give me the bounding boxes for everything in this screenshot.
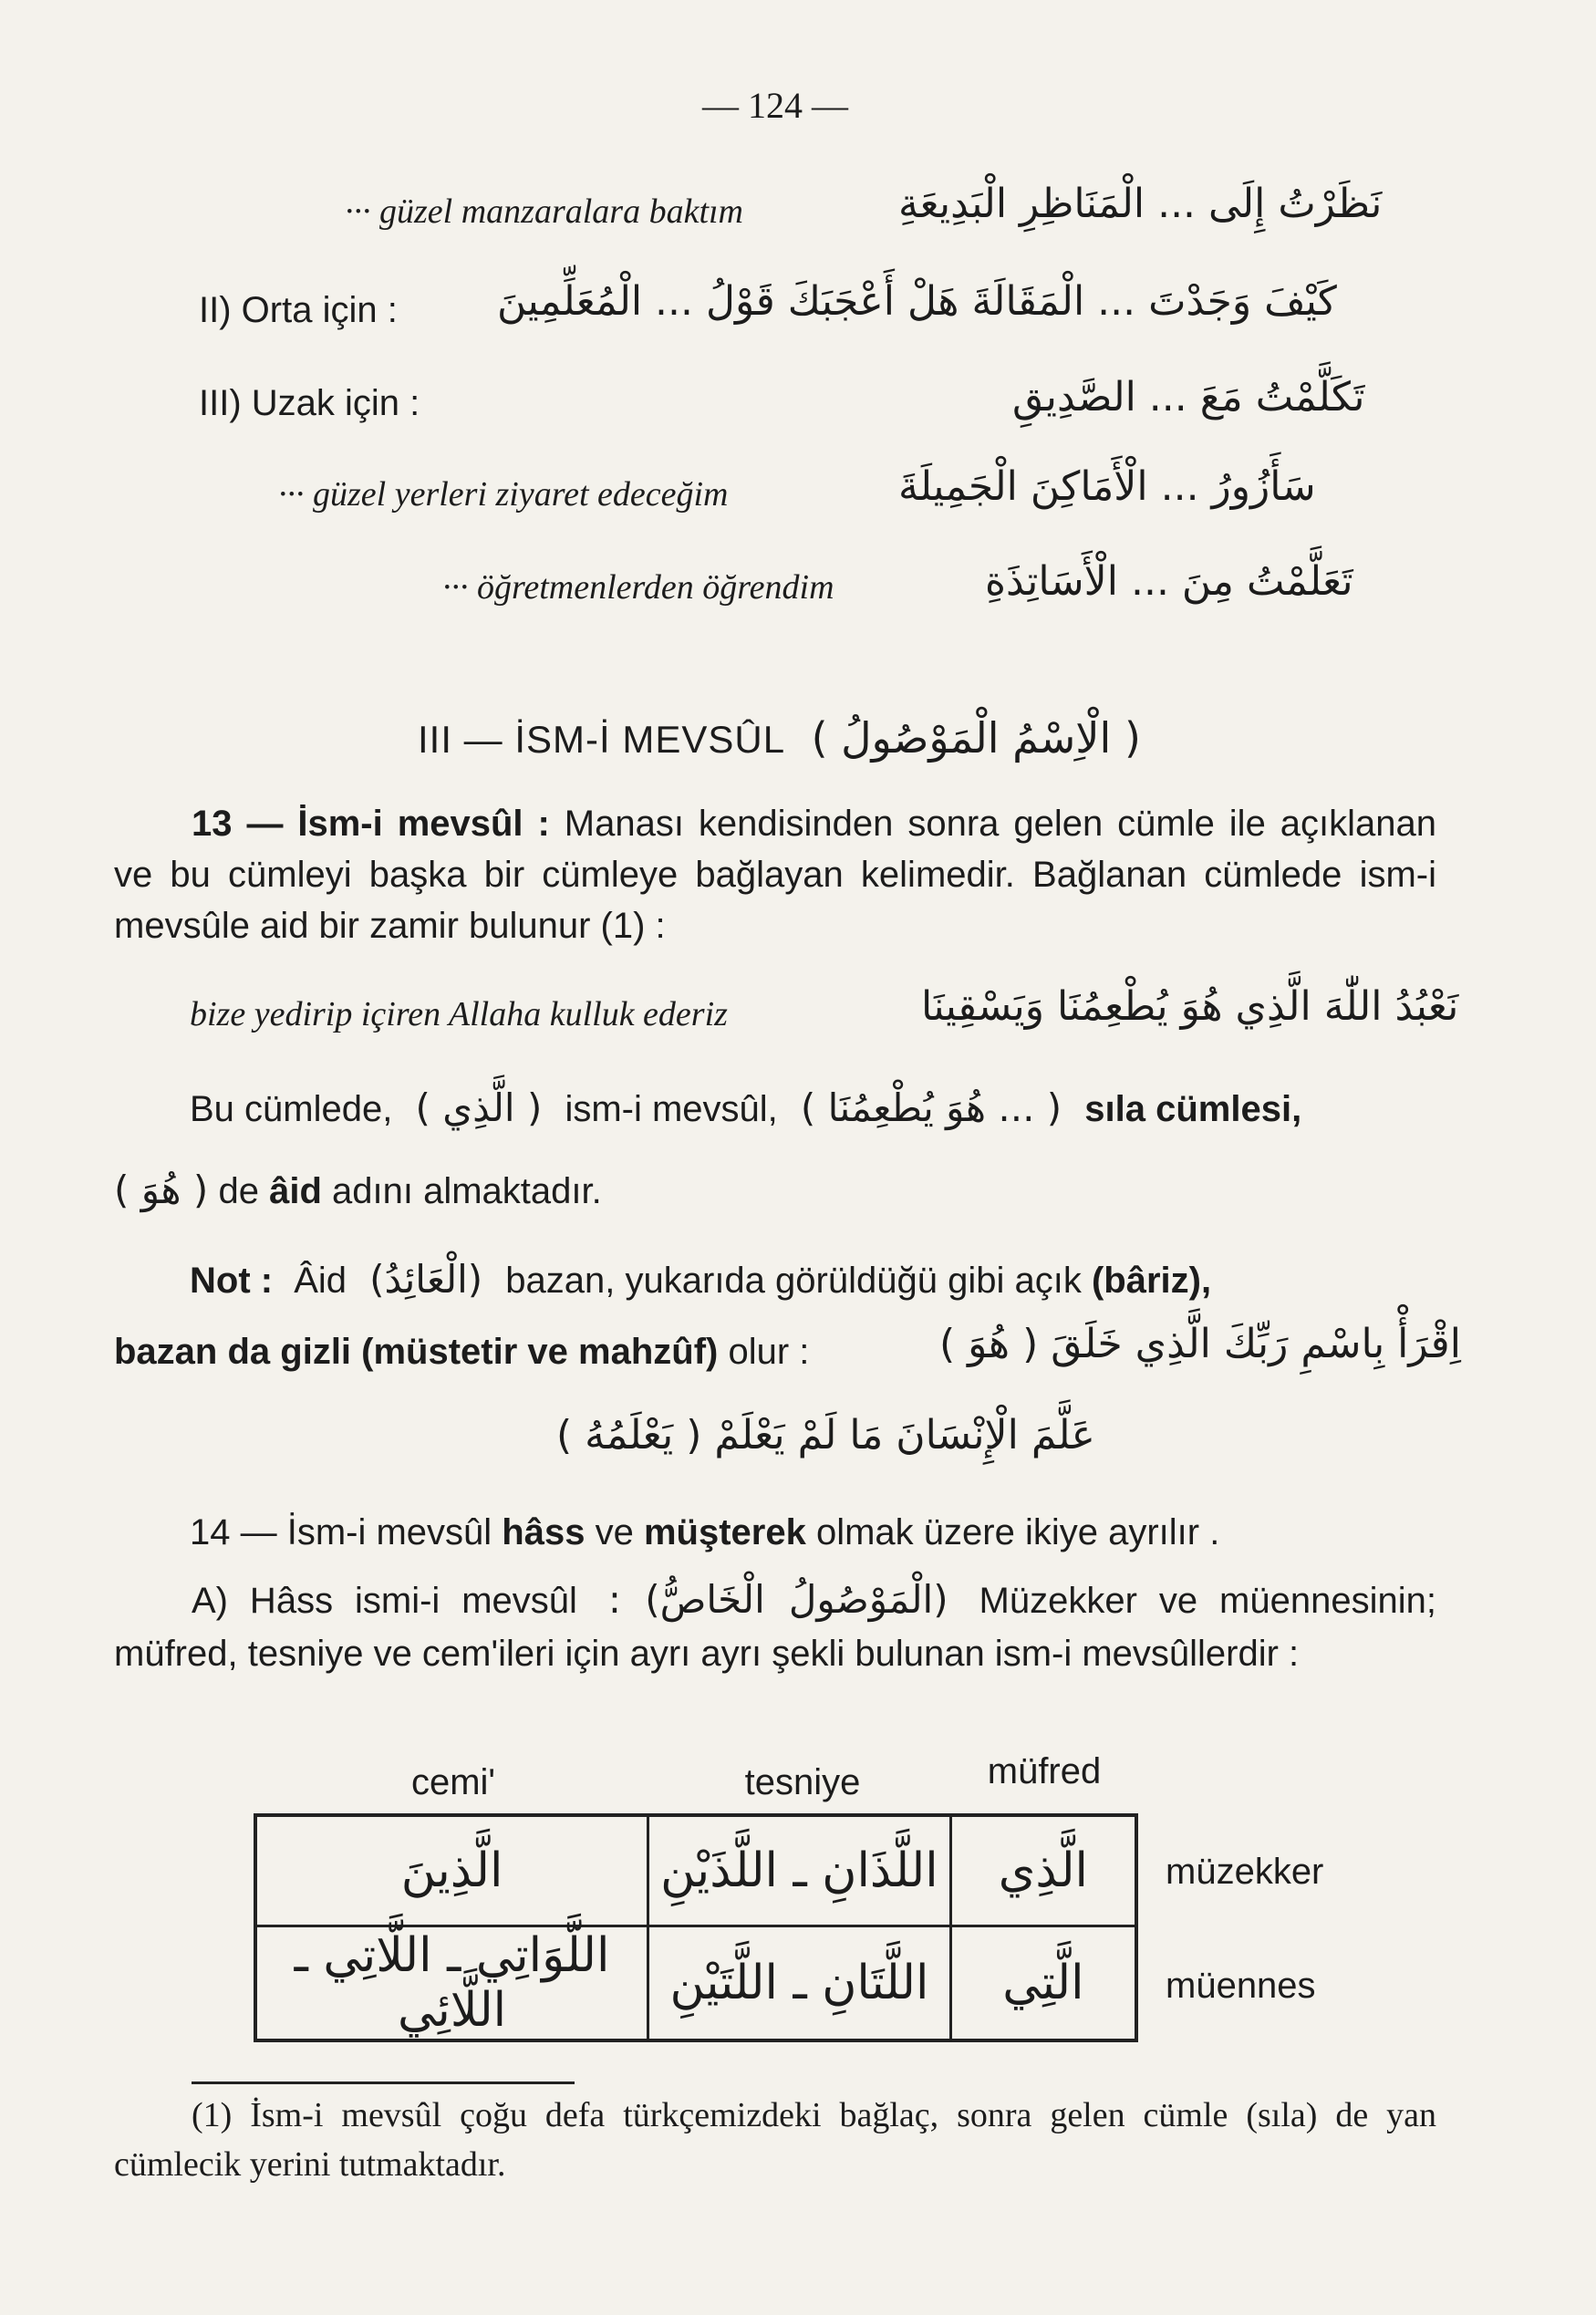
table-header-mufred: müfred — [987, 1751, 1102, 1791]
table-header-tesniye: tesniye — [744, 1762, 861, 1802]
table-row — [255, 1815, 1136, 1926]
not-arabic-allama: عَلَّمَ الْإِنْسَانَ مَا لَمْ يَعْلَمْ ( يَعْلَمُهُ ) — [556, 1412, 1095, 1459]
not-t4: bazan da gizli — [114, 1332, 352, 1372]
cell-muzekker-tesniye: اللَّذَانِ ـ اللَّذَيْنِ — [648, 1815, 951, 1926]
allah-example-arabic: نَعْبُدُ اللّٰهَ الَّذِي هُوَ يُطْعِمُنَا وَيَسْقِينَا — [921, 983, 1459, 1030]
aid-line-t1: de — [218, 1171, 259, 1211]
bu-cumlede-t2: ism-i mevsûl, — [565, 1089, 778, 1129]
cell-muennes-cemi: اللَّوَاتِي ـ اللَّاتِي ـ اللَّائِي — [255, 1926, 648, 2041]
section-heading — [418, 713, 1141, 763]
para-a-t1: A) Hâss ismi-i mevsûl — [192, 1581, 577, 1621]
orta-label: II) Orta için : — [199, 290, 398, 330]
cell-muennes-mufred: الَّتِي — [950, 1926, 1136, 2041]
example-arabic-5: تَعَلَّمْتُ مِنَ ... الْأَسَاتِذَةِ — [985, 558, 1353, 605]
not-line-1 — [190, 1257, 1211, 1302]
footnote-rule — [192, 2081, 575, 2084]
cell-muzekker-mufred: الَّذِي — [950, 1815, 1136, 1926]
para-13-lead: 13 — İsm-i mevsûl : — [192, 804, 550, 844]
para-a-a1: (الْمَوْصُولُ الْخَاصُّ) : — [607, 1577, 948, 1622]
table-header-cemi: cemi' — [410, 1762, 496, 1802]
footnote: (1) İsm-i mevsûl çoğu defa türkçemizdeki bağlaç, sonra gelen cümle (sıla) de yan cümlecik yerini tutmaktadır. — [114, 2096, 1436, 2184]
not-a1: (الْعَائِدُ) — [369, 1257, 483, 1302]
example-turkish-4: ··· güzel yerleri ziyaret edeceğim — [278, 475, 729, 514]
example-arabic-4: سَأَزُورُ ... الْأَمَاكِنَ الْجَمِيلَةَ — [898, 463, 1316, 510]
cell-muzekker-cemi: الَّذِينَ — [255, 1815, 648, 1926]
example-arabic-3: تَكَلَّمْتُ مَعَ ... الصَّدِيقِ — [1012, 374, 1365, 420]
bu-cumlede-t1: Bu cümlede, — [190, 1089, 393, 1129]
para-14-hass: hâss — [502, 1512, 586, 1552]
table-row — [255, 1926, 1136, 2041]
not-t6: olur : — [728, 1332, 810, 1372]
not-arabic-iqra: اِقْرَأْ بِاسْمِ رَبِّكَ الَّذِي خَلَقَ ( هُوَ ) — [939, 1321, 1461, 1367]
not-t5: (müstetir ve mahzûf) — [361, 1332, 719, 1372]
example-turkish-5: ··· öğretmenlerden öğrendim — [442, 568, 834, 607]
page-number: — 124 — — [702, 85, 848, 126]
para-a-t2: Müzekker ve müennesinin; müfred, tesniye ve cem'ileri için ayrı ayrı şekli bulunan ism-i mevsûllerdir : — [114, 1581, 1436, 1674]
bu-cumlede-line — [190, 1085, 1301, 1130]
paragraph-14 — [190, 1512, 1219, 1553]
aid-line-t2: âid — [269, 1171, 322, 1211]
para-14-rest: olmak üzere ikiye ayrılır . — [815, 1512, 1220, 1552]
ism-i-mevsul-table — [254, 1813, 1138, 2042]
para-14-ve: ve — [595, 1512, 634, 1552]
uzak-label: III) Uzak için : — [199, 383, 420, 423]
paragraph-a — [114, 1573, 1436, 1680]
bu-cumlede-a2: ( ... هُوَ يُطْعِمُنَا ) — [800, 1085, 1062, 1130]
not-line-2 — [114, 1332, 809, 1373]
cell-muennes-tesniye: اللَّتَانِ ـ اللَّتَيْنِ — [648, 1926, 951, 2041]
paragraph-13 — [114, 798, 1436, 951]
aid-line-a1: ( هُوَ ) — [114, 1168, 209, 1212]
not-t3: (bâriz), — [1091, 1261, 1212, 1301]
not-lead: Not : — [190, 1261, 274, 1301]
bu-cumlede-t3: sıla cümlesi, — [1084, 1089, 1302, 1129]
aid-line-t3: adını almaktadır. — [332, 1171, 602, 1211]
allah-example-turkish: bize yedirip içiren Allaha kulluk ederiz — [190, 995, 728, 1033]
example-turkish-1: ··· güzel manzaralara baktım — [345, 192, 743, 231]
para-14-lead: 14 — İsm-i mevsûl — [190, 1512, 492, 1552]
bu-cumlede-a1: ( الَّذِي ) — [415, 1085, 543, 1130]
section-heading-text: III — İSM-İ MEVSÛL — [418, 718, 786, 761]
example-arabic-1: نَظَرْتُ إِلَى ... الْمَنَاظِرِ الْبَدِيعَةِ — [898, 181, 1383, 227]
example-arabic-2: كَيْفَ وَجَدْتَ ... الْمَقَالَةَ هَلْ أَعْجَبَكَ قَوْلُ ... الْمُعَلِّمِينَ — [497, 278, 1337, 325]
aid-line — [114, 1168, 602, 1212]
not-t2: bazan, yukarıda görüldüğü gibi açık — [505, 1261, 1082, 1301]
row-label-muennes: müennes — [1166, 1966, 1316, 2006]
para-14-musterek: müşterek — [643, 1512, 806, 1552]
row-label-muzekker: müzekker — [1166, 1852, 1324, 1892]
not-t1: Âid — [294, 1261, 347, 1301]
para-13-text: Manası kendisinden sonra gelen cümle ile açıklanan ve bu cümleyi başka bir cümleye bağlayan kelimedir. Bağlanan cümlede ism-i mevsûle aid bir zamir bulunur (1) : — [114, 804, 1436, 946]
section-heading-arabic: ( الْاِسْمُ الْمَوْصُولُ ) — [811, 713, 1141, 763]
